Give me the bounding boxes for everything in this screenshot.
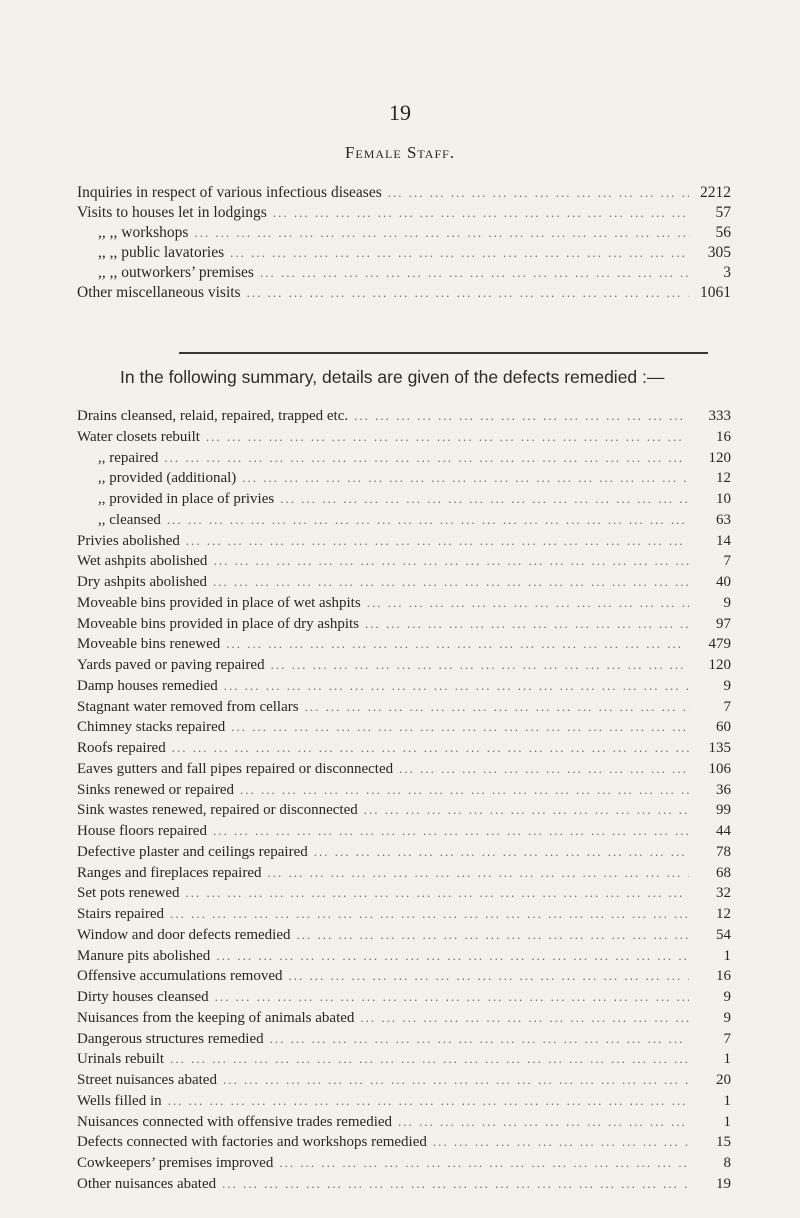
- defect-row: [77, 553, 731, 574]
- row-label: Moveable bins provided in place of dry ashpits: [77, 615, 360, 632]
- row-value: 479: [708, 636, 731, 653]
- defect-row: [77, 533, 731, 554]
- dot-leader: [170, 906, 689, 922]
- dot-leader: [230, 245, 689, 261]
- dot-leader: [273, 205, 689, 221]
- dot-leader: [222, 1176, 689, 1192]
- row-value: 78: [716, 843, 731, 860]
- row-label: Other miscellaneous visits: [77, 284, 241, 301]
- dot-leader: [170, 1051, 689, 1067]
- row-label: Street nuisances abated: [77, 1072, 217, 1088]
- defect-row: [77, 948, 731, 969]
- row-label: Visits to houses let in lodgings: [77, 204, 267, 221]
- row-value: 44: [716, 823, 731, 839]
- dot-leader: [215, 989, 689, 1005]
- defect-row: [77, 885, 731, 906]
- row-value: 60: [716, 719, 731, 736]
- row-value: 36: [716, 781, 731, 798]
- staff-row: [77, 184, 731, 204]
- row-value: 2212: [700, 184, 731, 201]
- dot-leader: [231, 719, 689, 735]
- dot-leader: [167, 512, 689, 528]
- summary-intro: In the following summary, details are given of the defects remedied :—: [120, 367, 665, 387]
- dot-leader: [223, 1072, 689, 1088]
- dot-leader: [186, 533, 689, 549]
- dot-leader: [213, 574, 689, 590]
- defect-row: [77, 1051, 731, 1072]
- row-label: ,, cleansed: [98, 511, 161, 528]
- row-value: 9: [723, 1009, 731, 1026]
- defect-row: [77, 470, 731, 491]
- defect-row: [77, 1134, 731, 1155]
- defect-row: [77, 699, 731, 720]
- row-label: Set pots renewed: [77, 885, 180, 902]
- row-label: Manure pits abolished: [77, 947, 211, 964]
- row-label: Eaves gutters and fall pipes repaired or disconnected: [77, 760, 394, 777]
- row-value: 1: [723, 1051, 731, 1068]
- defect-row: [77, 491, 731, 512]
- defect-row: [77, 1010, 731, 1031]
- row-label: Water closets rebuilt: [77, 428, 200, 445]
- row-value: 57: [715, 204, 731, 221]
- row-label: Cowkeepers’ premises improved: [77, 1155, 274, 1171]
- defect-row: [77, 865, 731, 886]
- defect-row: [77, 636, 731, 657]
- dot-leader: [213, 553, 689, 569]
- row-label: Stairs repaired: [77, 906, 165, 922]
- row-value: 20: [716, 1072, 731, 1088]
- row-value: 63: [716, 511, 731, 528]
- defect-row: [77, 927, 731, 948]
- row-label: Drains cleansed, relaid, repaired, trapped etc.: [77, 408, 349, 424]
- row-label: Sinks renewed or repaired: [77, 781, 235, 798]
- row-value: 120: [708, 657, 731, 673]
- defect-row: [77, 595, 731, 616]
- row-value: 97: [716, 615, 731, 632]
- staff-row: [77, 204, 731, 224]
- row-value: 7: [723, 698, 731, 715]
- row-label: ,, ,, public lavatories: [98, 244, 225, 261]
- row-label: Moveable bins provided in place of wet ashpits: [77, 594, 361, 611]
- row-value: 1: [723, 1113, 731, 1130]
- row-label: Moveable bins renewed: [77, 636, 221, 653]
- dot-leader: [398, 1114, 689, 1130]
- row-label: Offensive accumulations removed: [77, 968, 283, 985]
- dot-leader: [360, 1010, 689, 1026]
- dot-leader: [247, 285, 689, 301]
- dot-leader: [388, 185, 689, 201]
- staff-row: [77, 264, 731, 284]
- dot-leader: [399, 761, 689, 777]
- defect-row: [77, 906, 731, 927]
- row-label: Privies abolished: [77, 532, 180, 549]
- row-value: 135: [708, 740, 731, 756]
- defect-row: [77, 1114, 731, 1135]
- row-value: 99: [716, 802, 731, 819]
- defect-row: [77, 408, 731, 429]
- dot-leader: [314, 844, 689, 860]
- row-value: 19: [716, 1175, 731, 1192]
- row-value: 120: [708, 449, 731, 466]
- row-value: 10: [716, 491, 731, 507]
- row-value: 40: [716, 574, 731, 590]
- row-value: 32: [716, 885, 731, 902]
- row-value: 1: [723, 1092, 731, 1109]
- row-label: Urinals rebuilt: [77, 1051, 165, 1068]
- row-value: 54: [716, 926, 731, 943]
- dot-leader: [224, 678, 689, 694]
- row-value: 7: [723, 1030, 731, 1047]
- row-value: 305: [707, 244, 731, 261]
- defect-row: [77, 512, 731, 533]
- defect-row: [77, 657, 731, 678]
- dot-leader: [354, 408, 689, 424]
- staff-row: [77, 224, 731, 244]
- female-staff-table: [77, 184, 731, 304]
- dot-leader: [433, 1134, 689, 1150]
- row-value: 9: [723, 989, 731, 1005]
- section-title: Female Staff.: [344, 143, 456, 162]
- row-label: Stagnant water removed from cellars: [77, 698, 299, 715]
- dot-leader: [216, 948, 689, 964]
- row-label: Damp houses remedied: [77, 677, 218, 694]
- row-value: 8: [723, 1155, 731, 1171]
- row-label: ,, provided (additional): [98, 470, 237, 487]
- row-value: 3: [723, 264, 731, 281]
- defect-row: [77, 1176, 731, 1197]
- section-divider: [179, 352, 708, 354]
- staff-row: [77, 284, 731, 304]
- row-value: 9: [723, 677, 731, 694]
- dot-leader: [364, 802, 689, 818]
- defect-row: [77, 450, 731, 471]
- row-label: Wells filled in: [77, 1092, 162, 1109]
- dot-leader: [213, 823, 689, 839]
- dot-leader: [271, 657, 689, 673]
- dot-leader: [365, 616, 689, 632]
- row-label: Defects connected with factories and workshops remedied: [77, 1134, 427, 1151]
- row-label: Wet ashpits abolished: [77, 553, 208, 570]
- row-label: Window and door defects remedied: [77, 926, 291, 943]
- row-label: Inquiries in respect of various infectious diseases: [77, 184, 382, 201]
- dot-leader: [260, 265, 689, 281]
- row-label: ,, ,, outworkers’ premises: [98, 264, 254, 281]
- defect-row: [77, 844, 731, 865]
- defect-row: [77, 968, 731, 989]
- page-number: 19: [389, 100, 411, 125]
- row-value: 68: [716, 864, 731, 881]
- staff-row: [77, 244, 731, 264]
- row-label: House floors repaired: [77, 823, 207, 839]
- defect-row: [77, 1031, 731, 1052]
- defect-row: [77, 989, 731, 1010]
- dot-leader: [305, 699, 689, 715]
- row-label: Ranges and fireplaces repaired: [77, 864, 262, 881]
- defect-row: [77, 823, 731, 844]
- dot-leader: [279, 1155, 689, 1171]
- dot-leader: [168, 1093, 689, 1109]
- dot-leader: [194, 225, 689, 241]
- row-value: 9: [723, 594, 731, 611]
- row-value: 15: [716, 1134, 731, 1151]
- row-label: Dry ashpits abolished: [77, 574, 207, 590]
- row-label: Nuisances from the keeping of animals abated: [77, 1009, 355, 1026]
- dot-leader: [289, 968, 690, 984]
- row-label: ,, provided in place of privies: [98, 491, 275, 507]
- defect-row: [77, 782, 731, 803]
- row-value: 1061: [700, 284, 731, 301]
- dot-leader: [270, 1031, 689, 1047]
- row-label: Sink wastes renewed, repaired or disconnected: [77, 802, 358, 819]
- defect-row: [77, 616, 731, 637]
- defect-row: [77, 1072, 731, 1093]
- row-value: 333: [708, 408, 731, 424]
- row-label: ,, ,, workshops: [98, 224, 189, 241]
- row-label: Chimney stacks repaired: [77, 719, 226, 736]
- row-label: Roofs repaired: [77, 740, 166, 756]
- defect-row: [77, 574, 731, 595]
- row-value: 14: [716, 532, 731, 549]
- dot-leader: [226, 636, 689, 652]
- row-label: ,, repaired: [98, 449, 159, 466]
- row-label: Dirty houses cleansed: [77, 989, 209, 1005]
- dot-leader: [206, 429, 689, 445]
- defect-row: [77, 1155, 731, 1176]
- row-value: 12: [716, 470, 731, 487]
- dot-leader: [297, 927, 690, 943]
- row-label: Yards paved or paving repaired: [77, 657, 265, 673]
- dot-leader: [280, 491, 689, 507]
- defects-table: [77, 408, 731, 1197]
- row-value: 106: [708, 760, 731, 777]
- defect-row: [77, 678, 731, 699]
- dot-leader: [172, 740, 689, 756]
- defect-row: [77, 802, 731, 823]
- defect-row: [77, 429, 731, 450]
- dot-leader: [367, 595, 689, 611]
- row-label: Dangerous structures remedied: [77, 1030, 264, 1047]
- dot-leader: [242, 470, 689, 486]
- defect-row: [77, 719, 731, 740]
- row-value: 12: [716, 906, 731, 922]
- defect-row: [77, 761, 731, 782]
- row-value: 16: [716, 428, 731, 445]
- row-value: 56: [715, 224, 731, 241]
- dot-leader: [240, 782, 689, 798]
- row-label: Nuisances connected with offensive trades remedied: [77, 1113, 393, 1130]
- defect-row: [77, 740, 731, 761]
- row-value: 16: [716, 968, 731, 985]
- dot-leader: [185, 885, 689, 901]
- defect-row: [77, 1093, 731, 1114]
- row-value: 7: [723, 553, 731, 570]
- row-value: 1: [723, 947, 731, 964]
- dot-leader: [164, 450, 689, 466]
- row-label: Other nuisances abated: [77, 1175, 217, 1192]
- row-label: Defective plaster and ceilings repaired: [77, 843, 308, 860]
- dot-leader: [268, 865, 690, 881]
